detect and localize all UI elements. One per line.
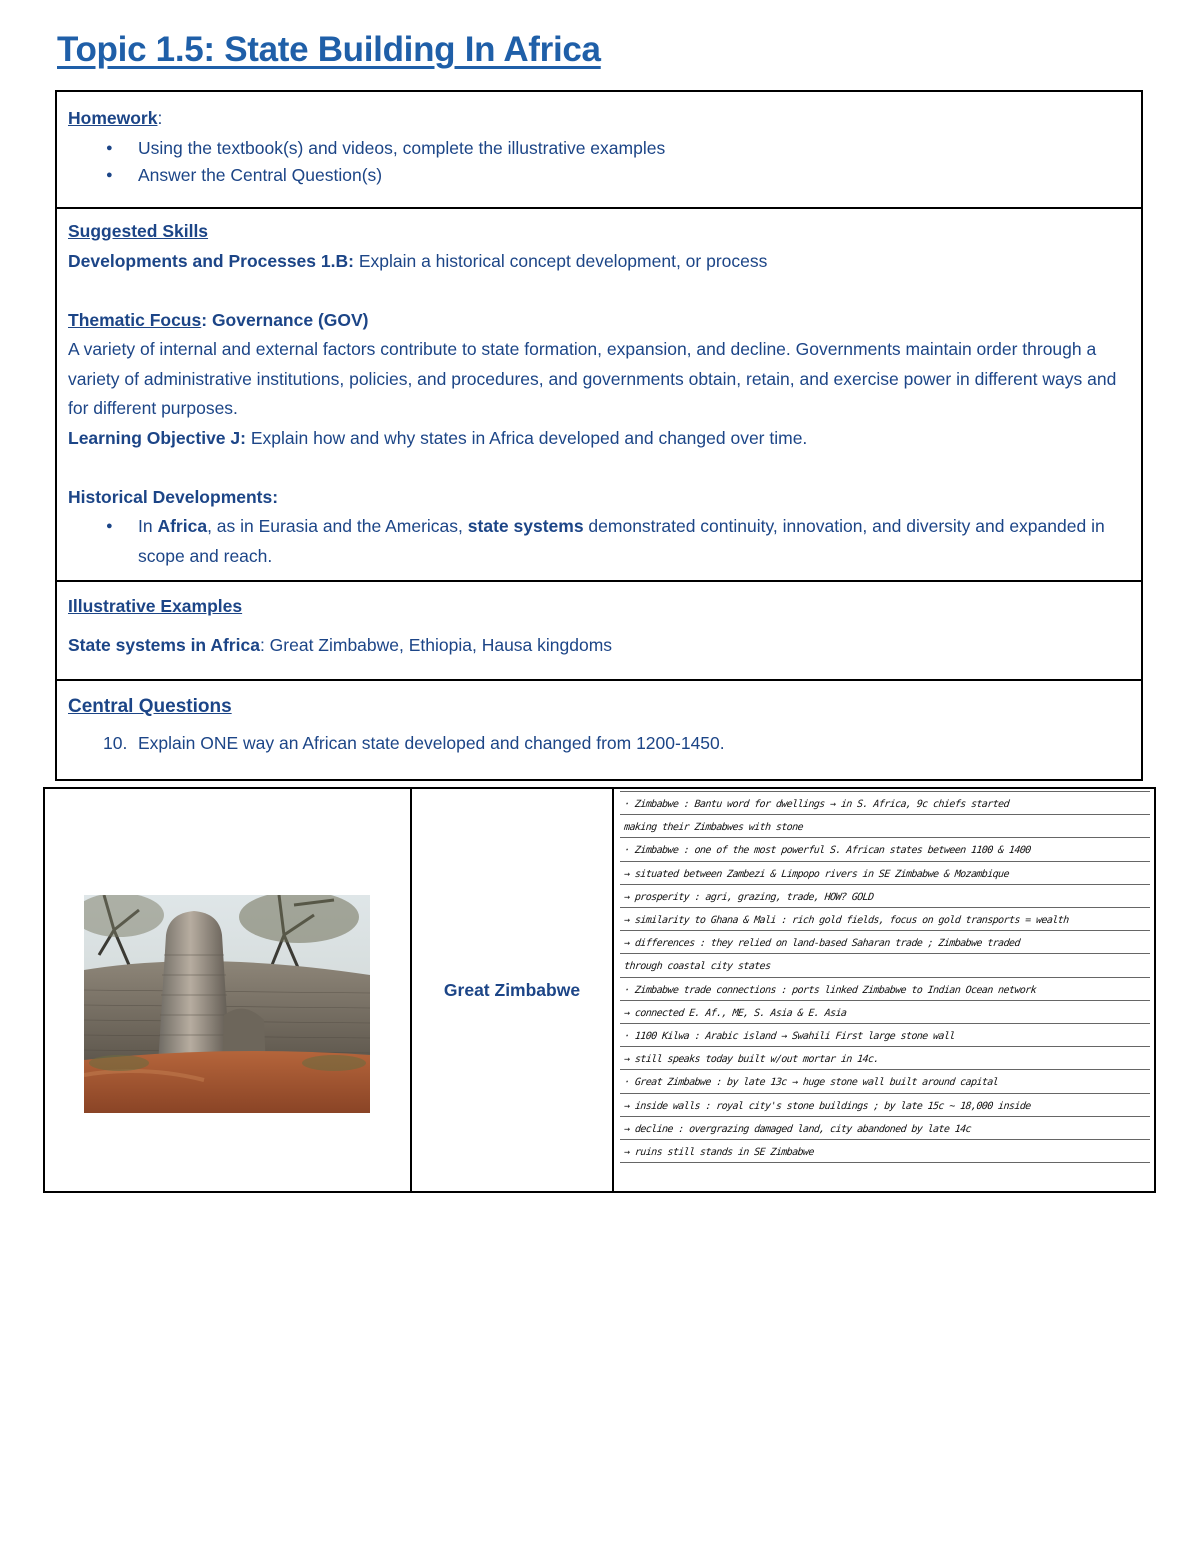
ruled-line xyxy=(620,930,1150,931)
handwritten-note: · Great Zimbabwe : by late 13c → huge stone wall built around capital xyxy=(623,1077,999,1089)
handwritten-note: → situated between Zambezi & Limpopo rivers in SE Zimbabwe & Mozambique xyxy=(623,868,1010,880)
page-title: Topic 1.5: State Building In Africa xyxy=(57,30,601,69)
illustrative-examples-text: State systems in Africa: Great Zimbabwe, Ethiopia, Hausa kingdoms xyxy=(68,634,613,655)
example-name: Great Zimbabwe xyxy=(443,979,581,1000)
central-questions-section xyxy=(57,681,1141,779)
ruled-line xyxy=(620,1116,1150,1117)
thematic-focus-description: A variety of internal and external factors contribute to state formation, expansion, and decline. Governments maintain order through a variety of administrative institutions, policies, and procedures, and governments obtain, retain, and exercise power in different ways and for different purposes. xyxy=(68,339,1117,418)
name-cell xyxy=(412,789,614,1191)
ruled-line xyxy=(620,1093,1150,1094)
handwritten-note: making their Zimbabwes with stone xyxy=(623,822,804,834)
homework-section: Homework: ● Using the textbook(s) and videos, complete the illustrative examples ● Answer the Central Question(s) xyxy=(57,92,1141,209)
learning-objective: Learning Objective J: Explain how and why states in Africa developed and changed over time. xyxy=(68,427,808,448)
homework-label: Homework xyxy=(68,108,158,128)
handwritten-note: → still speaks today built w/out mortar in 14c. xyxy=(623,1054,880,1066)
suggested-skills-section xyxy=(57,209,1141,582)
ruled-line xyxy=(620,1046,1150,1047)
ruled-line xyxy=(620,977,1150,978)
ruled-line xyxy=(620,907,1150,908)
central-question-item: 10. Explain ONE way an African state developed and changed from 1200-1450. xyxy=(103,732,725,753)
historical-developments-list xyxy=(68,512,1131,571)
handwritten-note: → similarity to Ghana & Mali : rich gold fields, focus on gold transports = wealth xyxy=(623,915,1070,926)
historical-development-item: ● In Africa, as in Eurasia and the Americas, state systems demonstrated continuity, innovation, and diversity and expanded in scope and reach. xyxy=(68,512,1131,571)
handwritten-note: · Zimbabwe : Bantu word for dwellings → in S. Africa, 9c chiefs started xyxy=(623,799,1010,810)
handwritten-note: · Zimbabwe : one of the most powerful S. African states between 1100 & 1400 xyxy=(623,845,1032,857)
handwritten-note: · Zimbabwe trade connections : ports linked Zimbabwe to Indian Ocean network xyxy=(623,984,1037,996)
ruled-line xyxy=(620,837,1150,838)
ruled-line xyxy=(620,1139,1150,1140)
handwritten-note: → connected E. Af., ME, S. Asia & E. Asia xyxy=(623,1007,847,1019)
central-questions-label: Central Questions xyxy=(68,696,232,717)
ruled-line xyxy=(620,1162,1150,1163)
ruled-line xyxy=(620,1023,1150,1024)
handwritten-note: through coastal city states xyxy=(623,961,771,973)
homework-item: ● Using the textbook(s) and videos, complete the illustrative examples xyxy=(68,135,1131,162)
illustrative-examples-section xyxy=(57,582,1141,681)
ruled-line xyxy=(620,953,1150,954)
homework-list xyxy=(68,135,1131,189)
handwritten-note: → ruins still stands in SE Zimbabwe xyxy=(623,1147,815,1158)
ruled-line xyxy=(620,1069,1150,1070)
handwritten-note: · 1100 Kilwa : Arabic island → Swahili First large stone wall xyxy=(623,1031,956,1042)
great-zimbabwe-photo xyxy=(84,895,370,1113)
topic-info-table xyxy=(55,90,1143,781)
ruled-line xyxy=(620,814,1150,815)
notes-cell xyxy=(614,789,1154,1191)
handwritten-note: → prosperity : agri, grazing, trade, HOW? GOLD xyxy=(623,891,874,903)
homework-item: ● Answer the Central Question(s) xyxy=(68,162,1131,189)
example-table xyxy=(43,787,1156,1193)
historical-developments-label: Historical Developments: xyxy=(68,486,279,507)
developments-processes: Developments and Processes 1.B: Explain a historical concept development, or process xyxy=(68,250,768,271)
handwritten-note: → differences : they relied on land-based Saharan trade ; Zimbabwe traded xyxy=(623,938,1021,950)
central-questions-list xyxy=(68,729,1131,759)
image-cell xyxy=(45,789,412,1191)
ruled-line xyxy=(620,1000,1150,1001)
ruled-line xyxy=(620,861,1150,862)
illustrative-examples-label: Illustrative Examples xyxy=(68,596,243,616)
handwritten-note: → decline : overgrazing damaged land, city abandoned by late 14c xyxy=(623,1123,972,1135)
thematic-focus: Thematic Focus: Governance (GOV) xyxy=(68,309,369,330)
handwritten-note: → inside walls : royal city's stone buildings ; by late 15c ~ 18,000 inside xyxy=(623,1100,1032,1112)
ruled-line xyxy=(620,791,1150,792)
ruled-line xyxy=(620,884,1150,885)
suggested-skills-label: Suggested Skills xyxy=(68,221,209,241)
